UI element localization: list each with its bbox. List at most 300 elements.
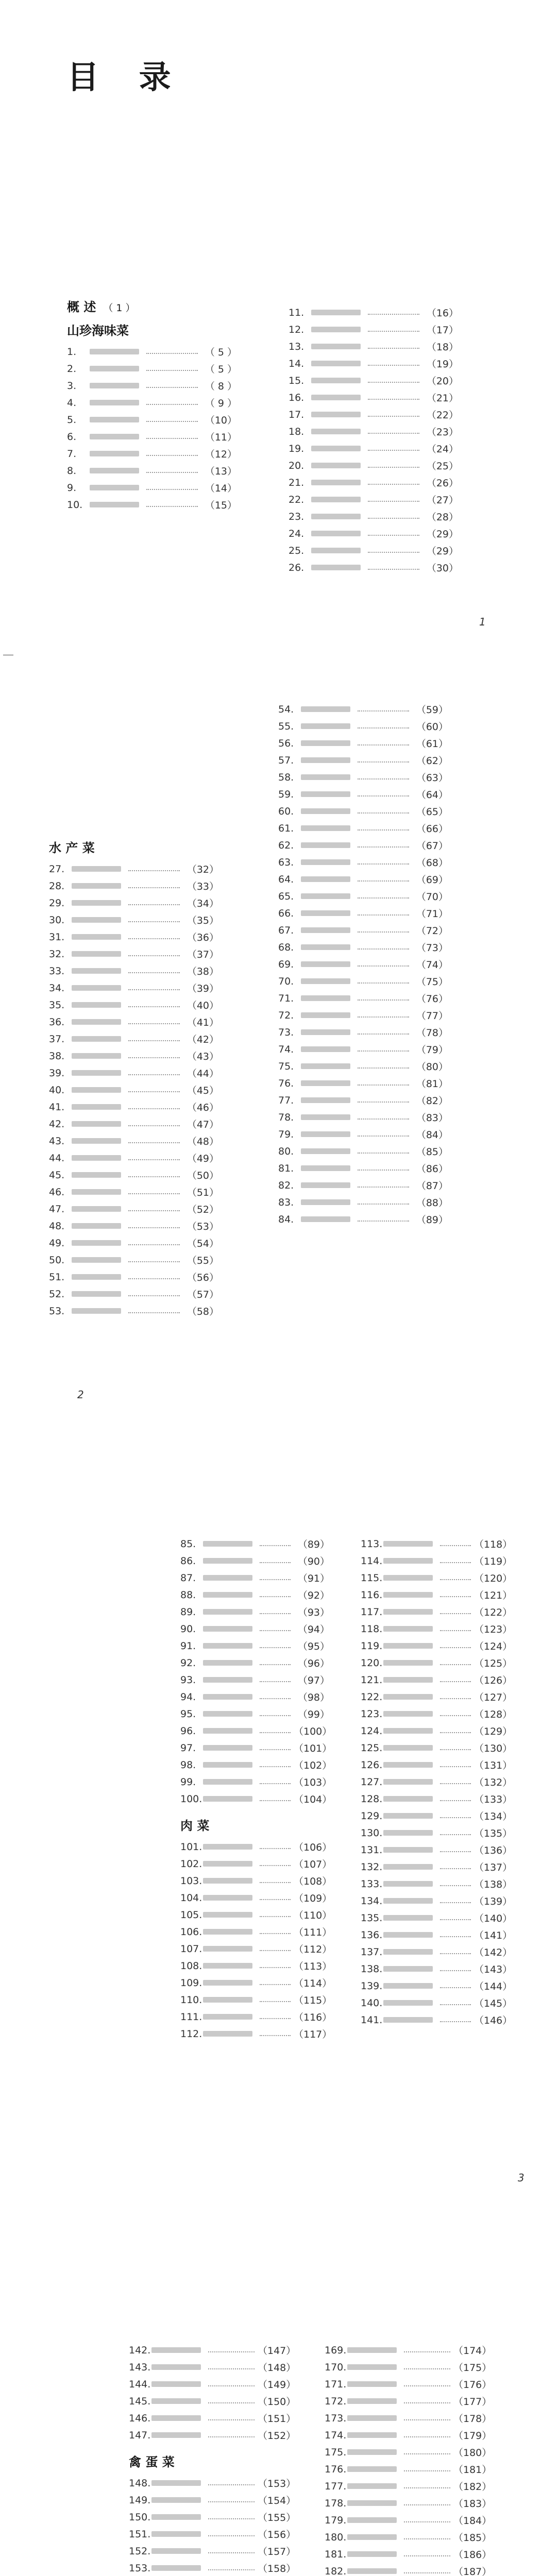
leader-dots <box>128 989 180 990</box>
leader-dots <box>128 1261 180 1262</box>
toc-entry <box>289 321 459 338</box>
entry-number: 79. <box>278 1128 294 1140</box>
toc-entry <box>49 945 219 962</box>
entry-number: 63. <box>278 856 294 868</box>
entry-title <box>383 1762 433 1768</box>
entry-number: 120. <box>361 1657 383 1669</box>
leader-dots <box>368 450 419 451</box>
entry-number: 74. <box>278 1043 294 1055</box>
entry-title <box>203 1997 252 2003</box>
entry-page: （177） <box>453 2396 492 2408</box>
toc-entry <box>180 1586 330 1603</box>
leader-dots <box>358 1187 409 1188</box>
toc-entry <box>49 1200 219 1217</box>
toc-entry <box>289 508 459 525</box>
leader-dots <box>440 1953 471 1954</box>
entry-number: 92. <box>180 1657 196 1669</box>
entry-page: （86） <box>416 1163 448 1175</box>
toc-column-right <box>278 701 448 1228</box>
leader-dots <box>440 1783 471 1784</box>
entry-page: （78） <box>416 1027 448 1039</box>
toc-entry <box>325 2393 492 2410</box>
leader-dots <box>358 1050 409 1052</box>
entry-title <box>203 1895 252 1901</box>
entry-number: 21. <box>289 477 304 488</box>
entry-page: （44） <box>187 1068 219 1079</box>
entry-number: 36. <box>49 1016 65 1028</box>
toc-entry <box>361 1552 513 1569</box>
leader-dots <box>146 404 198 405</box>
entry-title <box>301 995 350 1001</box>
entry-number: 81. <box>278 1162 294 1174</box>
entry-number: 113. <box>361 1538 383 1550</box>
toc-entry <box>180 1705 330 1722</box>
toc-entry <box>278 1075 448 1092</box>
entry-number: 45. <box>49 1169 65 1181</box>
entry-page: （46） <box>187 1102 219 1113</box>
entry-number: 141. <box>361 2014 383 2026</box>
entry-page: （111） <box>294 1927 332 1938</box>
leader-dots <box>146 489 198 490</box>
entry-number: 19. <box>289 443 304 454</box>
toc-entry <box>67 479 237 496</box>
toc-entry <box>289 542 459 559</box>
entry-number: 18. <box>289 426 304 437</box>
entry-number: 49. <box>49 1237 65 1249</box>
entry-number: 15. <box>289 375 304 386</box>
entry-page: （104） <box>294 1794 332 1805</box>
entry-page: （136） <box>474 1845 513 1856</box>
toc-entry <box>180 1671 330 1688</box>
leader-dots <box>358 948 409 950</box>
entry-title <box>203 2014 252 2020</box>
entry-page: （95） <box>297 1641 330 1652</box>
entry-number: 23. <box>289 511 304 522</box>
entry-number: 47. <box>49 1203 65 1215</box>
section-heading <box>180 1816 330 1831</box>
toc-entry <box>361 1603 513 1620</box>
entry-title <box>311 395 361 400</box>
toc-page-4 <box>0 2251 542 2576</box>
entry-number: 58. <box>278 771 294 783</box>
entry-title <box>301 1199 350 1205</box>
entry-number: 125. <box>361 1742 383 1754</box>
entry-page: （87） <box>416 1180 448 1192</box>
entry-number: 116. <box>361 1589 383 1601</box>
entry-number: 105. <box>180 1909 202 1921</box>
entry-number: 102. <box>180 1858 202 1870</box>
entry-page: （35） <box>187 915 219 926</box>
toc-entry <box>180 1957 330 1974</box>
entry-title <box>151 2531 201 2537</box>
entry-number: 140. <box>361 1997 383 2009</box>
entry-page: （128） <box>474 1709 513 1720</box>
entry-number: 75. <box>278 1060 294 1072</box>
entry-number: 26. <box>289 562 304 573</box>
entry-number: 64. <box>278 873 294 885</box>
entry-page: （33） <box>187 881 219 892</box>
toc-entry <box>129 2410 294 2427</box>
entry-title <box>311 446 361 451</box>
entry-page: （79） <box>416 1044 448 1056</box>
toc-entry <box>67 462 237 479</box>
entry-title <box>383 1694 433 1700</box>
leader-dots <box>260 1950 291 1951</box>
toc-entry <box>325 2478 492 2495</box>
entry-page: （61） <box>416 738 448 750</box>
toc-column-left <box>129 2342 294 2576</box>
entry-number: 20. <box>289 460 304 471</box>
toc-column-right <box>361 1535 513 2028</box>
leader-dots <box>358 999 409 1001</box>
entry-page: （75） <box>416 976 448 988</box>
leader-dots <box>368 535 419 536</box>
entry-number: 10. <box>67 499 83 511</box>
entry-title <box>301 910 350 916</box>
entry-page: （34） <box>187 898 219 909</box>
toc-entry <box>180 1773 330 1790</box>
entry-page: （143） <box>474 1964 513 1975</box>
leader-dots <box>128 1176 180 1177</box>
leader-dots <box>260 1698 291 1699</box>
toc-entry <box>289 491 459 508</box>
entry-title <box>347 2347 397 2353</box>
entry-title <box>383 1711 433 1717</box>
entry-number: 152. <box>129 2545 151 2557</box>
toc-entry <box>49 877 219 894</box>
entry-page: （157） <box>258 2546 296 2557</box>
leader-dots <box>128 1125 180 1126</box>
entry-title <box>90 383 139 388</box>
entry-title <box>383 2017 433 2023</box>
toc-entry <box>129 2359 294 2376</box>
leader-dots <box>368 348 419 349</box>
entry-number: 48. <box>49 1220 65 1232</box>
entry-number: 35. <box>49 999 65 1011</box>
leader-dots <box>440 1919 471 1920</box>
entry-number: 99. <box>180 1776 196 1788</box>
entry-title <box>301 757 350 763</box>
entry-number: 22. <box>289 494 304 505</box>
entry-title <box>301 893 350 899</box>
leader-dots <box>368 331 419 332</box>
toc-entry <box>129 2526 294 2543</box>
entry-title <box>301 774 350 780</box>
entry-number: 126. <box>361 1759 383 1771</box>
entry-number: 25. <box>289 545 304 556</box>
entry-page: （126） <box>474 1675 513 1686</box>
entry-page: （48） <box>187 1136 219 1147</box>
entry-page: （47） <box>187 1119 219 1130</box>
entry-number: 68. <box>278 941 294 953</box>
toc-page-2 <box>0 683 542 1463</box>
toc-entry <box>361 2011 513 2028</box>
section-title: 肉 菜 <box>180 1819 210 1833</box>
entry-number: 55. <box>278 720 294 732</box>
entry-title <box>90 366 139 371</box>
entry-page: （156） <box>258 2529 296 2540</box>
toc-entry <box>278 1160 448 1177</box>
leader-dots <box>128 1244 180 1245</box>
leader-dots <box>358 829 409 831</box>
entry-number: 31. <box>49 931 65 943</box>
entry-page: （40） <box>187 1000 219 1011</box>
leader-dots <box>404 2385 450 2386</box>
toc-entry <box>49 1217 219 1234</box>
leader-dots <box>260 1715 291 1716</box>
entry-page: （146） <box>474 2015 513 2026</box>
leader-dots <box>368 467 419 468</box>
entry-number: 147. <box>129 2429 151 2441</box>
leader-dots <box>260 1732 291 1733</box>
leader-dots <box>440 1936 471 1937</box>
entry-page: （114） <box>294 1978 332 1989</box>
entry-number: 33. <box>49 965 65 977</box>
entry-title <box>301 961 350 967</box>
entry-number: 44. <box>49 1152 65 1164</box>
entry-number: 138. <box>361 1963 383 1975</box>
entry-title <box>301 1063 350 1069</box>
entry-page: （93） <box>297 1607 330 1618</box>
toc-entry <box>278 735 448 752</box>
entry-number: 178. <box>325 2497 347 2509</box>
entry-page: （63） <box>416 772 448 784</box>
entry-page: （28） <box>426 512 459 523</box>
entry-title <box>383 1575 433 1581</box>
toc-entry <box>49 996 219 1013</box>
toc-entry <box>289 406 459 423</box>
toc-entry <box>180 1889 330 1906</box>
entry-page: （106） <box>294 1842 332 1853</box>
leader-dots <box>358 1033 409 1035</box>
entry-page: （179） <box>453 2430 492 2442</box>
leader-dots <box>404 2555 450 2556</box>
entry-page: （11） <box>205 432 237 443</box>
entry-page: （148） <box>258 2362 296 2374</box>
toc-entry <box>49 1268 219 1285</box>
entry-number: 172. <box>325 2395 347 2407</box>
entry-title <box>151 2514 201 2520</box>
toc-entry <box>129 2560 294 2576</box>
entry-title <box>347 2551 397 2557</box>
leader-dots <box>208 2351 255 2352</box>
leader-dots <box>358 1153 409 1154</box>
entry-page: （58） <box>187 1306 219 1317</box>
leader-dots <box>368 433 419 434</box>
toc-entry <box>361 1960 513 1977</box>
entry-title <box>383 1983 433 1989</box>
entry-page: （131） <box>474 1760 513 1771</box>
toc-entry <box>278 752 448 769</box>
toc-entry <box>278 905 448 922</box>
entry-title <box>90 400 139 405</box>
toc-entry <box>289 355 459 372</box>
entry-page: （18） <box>426 342 459 353</box>
leader-dots <box>358 1118 409 1120</box>
entry-title <box>311 463 361 468</box>
entry-title <box>301 1182 350 1188</box>
toc-entry <box>129 2509 294 2526</box>
toc-entry <box>278 990 448 1007</box>
entry-number: 5. <box>67 414 77 426</box>
toc-entry <box>361 1569 513 1586</box>
entry-title <box>90 417 139 422</box>
entry-page: （42） <box>187 1034 219 1045</box>
toc-entry <box>325 2546 492 2563</box>
leader-dots <box>146 455 198 456</box>
leader-dots <box>440 1868 471 1869</box>
entry-title <box>311 429 361 434</box>
entry-page: （102） <box>294 1760 332 1771</box>
toc-entry <box>325 2359 492 2376</box>
leader-dots <box>440 1834 471 1835</box>
toc-entry <box>180 2008 330 2025</box>
leader-dots <box>260 1545 291 1546</box>
entry-title <box>203 1660 252 1666</box>
entry-number: 28. <box>49 880 65 892</box>
toc-entry <box>278 854 448 871</box>
leader-dots <box>128 1091 180 1092</box>
entry-page: （ 8 ） <box>205 381 237 392</box>
entry-title <box>301 859 350 865</box>
entry-title <box>301 1046 350 1052</box>
leader-dots <box>128 904 180 905</box>
entry-title <box>301 706 350 712</box>
entry-page: （125） <box>474 1658 513 1669</box>
entry-title <box>383 1558 433 1564</box>
leader-dots <box>440 1647 471 1648</box>
entry-number: 17. <box>289 409 304 420</box>
toc-entry <box>325 2410 492 2427</box>
toc-entry <box>361 1892 513 1909</box>
entry-number: 71. <box>278 992 294 1004</box>
leader-dots <box>260 1596 291 1597</box>
entry-number: 3. <box>67 380 77 392</box>
toc-entry <box>278 1007 448 1024</box>
toc-entry <box>361 1688 513 1705</box>
entry-title <box>151 2497 201 2503</box>
toc-entry <box>278 837 448 854</box>
leader-dots <box>440 1749 471 1750</box>
toc-entry <box>325 2512 492 2529</box>
leader-dots <box>128 887 180 888</box>
toc-entry <box>49 911 219 928</box>
entry-title <box>301 723 350 729</box>
leader-dots <box>128 921 180 922</box>
entry-page: （129） <box>474 1726 513 1737</box>
leader-dots <box>146 438 198 439</box>
leader-dots <box>368 501 419 502</box>
entry-page: （122） <box>474 1607 513 1618</box>
toc-entry <box>49 894 219 911</box>
entry-number: 38. <box>49 1050 65 1062</box>
entry-title <box>72 1291 121 1297</box>
leader-dots <box>404 2504 450 2505</box>
toc-entry <box>180 1838 330 1855</box>
entry-page: （110） <box>294 1910 332 1921</box>
entry-title <box>203 1643 252 1649</box>
entry-title <box>383 1677 433 1683</box>
leader-dots <box>146 353 198 354</box>
toc-entry <box>361 1739 513 1756</box>
toc-entry <box>361 1875 513 1892</box>
entry-page: （62） <box>416 755 448 767</box>
entry-page: （121） <box>474 1590 513 1601</box>
entry-page: （178） <box>453 2413 492 2425</box>
entry-page: （55） <box>187 1255 219 1266</box>
entry-title <box>72 1240 121 1246</box>
entry-title <box>311 378 361 383</box>
entry-title <box>301 1012 350 1018</box>
entry-title <box>383 1592 433 1598</box>
toc-entry <box>129 2342 294 2359</box>
entry-title <box>90 468 139 473</box>
leader-dots <box>208 2569 255 2570</box>
entry-number: 101. <box>180 1841 202 1853</box>
entry-page: （29） <box>426 546 459 557</box>
leader-dots <box>260 1848 291 1849</box>
leader-dots <box>260 1967 291 1968</box>
entry-title <box>203 1963 252 1969</box>
toc-entry <box>278 1194 448 1211</box>
entry-page: （153） <box>258 2478 296 2489</box>
toc-entry <box>289 559 459 576</box>
leader-dots <box>440 1970 471 1971</box>
entry-title <box>383 1626 433 1632</box>
entry-title <box>301 1148 350 1154</box>
scan-mark <box>3 654 13 656</box>
entry-page: （155） <box>258 2512 296 2523</box>
toc-entry <box>67 394 237 411</box>
leader-dots <box>260 1783 291 1784</box>
toc-entry <box>278 1041 448 1058</box>
toc-entry <box>361 1705 513 1722</box>
entry-number: 1. <box>67 346 77 358</box>
entry-title <box>311 310 361 315</box>
toc-entry <box>49 1064 219 1081</box>
entry-number: 124. <box>361 1725 383 1737</box>
entry-number: 51. <box>49 1271 65 1283</box>
entry-title <box>203 1728 252 1734</box>
entry-page: （81） <box>416 1078 448 1090</box>
toc-entry <box>180 1872 330 1889</box>
entry-number: 83. <box>278 1196 294 1208</box>
entry-number: 111. <box>180 2011 202 2023</box>
entry-title <box>301 944 350 950</box>
entry-title <box>383 1830 433 1836</box>
entry-number: 121. <box>361 1674 383 1686</box>
leader-dots <box>260 2018 291 2019</box>
entry-title <box>203 1946 252 1952</box>
entry-page: （ 5 ） <box>205 347 237 358</box>
leader-dots <box>358 846 409 848</box>
toc-entry <box>129 2393 294 2410</box>
entry-title <box>383 1915 433 1921</box>
entry-page: （82） <box>416 1095 448 1107</box>
entry-page: （52） <box>187 1204 219 1215</box>
entry-number: 114. <box>361 1555 383 1567</box>
toc-entry <box>49 962 219 979</box>
toc-entry <box>361 1943 513 1960</box>
entry-number: 146. <box>129 2412 151 2424</box>
toc-page-3 <box>0 1463 542 2251</box>
toc-column-right <box>289 304 459 576</box>
entry-title <box>301 791 350 797</box>
toc-entry <box>180 1906 330 1923</box>
entry-title <box>72 1053 121 1059</box>
toc-entry <box>278 769 448 786</box>
entry-title <box>383 1932 433 1938</box>
